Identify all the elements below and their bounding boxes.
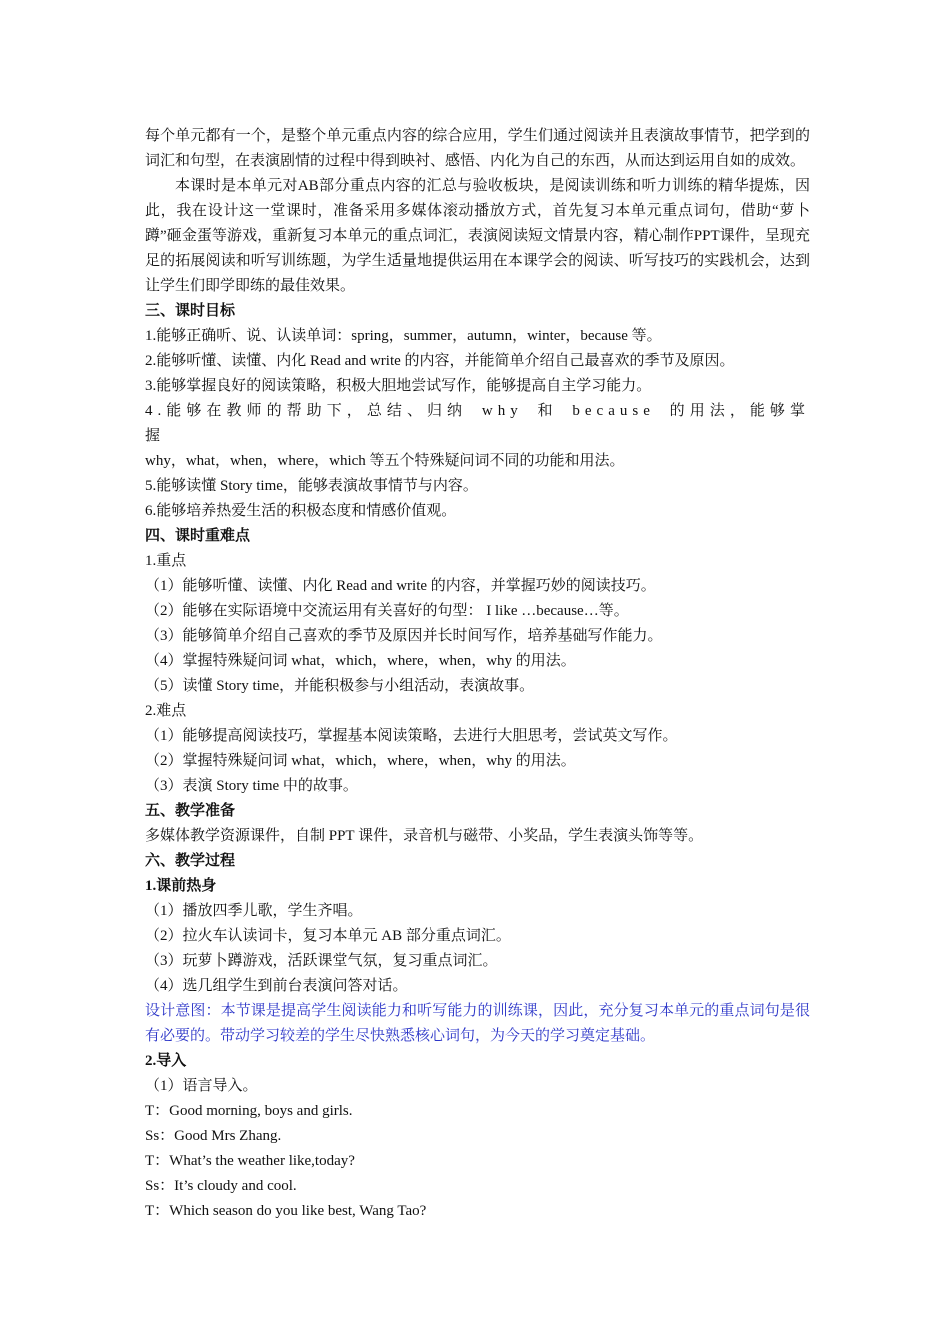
objective-item: 3.能够掌握良好的阅读策略，积极大胆地尝试写作，能够提高自主学习能力。 [145, 378, 652, 394]
key-point-item: （3）能够简单介绍自己喜欢的季节及原因并长时间写作，培养基础写作能力。 [145, 628, 663, 644]
document-page [145, 124, 810, 1224]
objective-item: 5.能够读懂 Story time，能够表演故事情节与内容。 [145, 478, 478, 494]
warmup-item: （3）玩萝卜蹲游戏，活跃课堂气氛，复习重点词汇。 [145, 953, 498, 969]
preparation-text: 多媒体教学资源课件，自制 PPT 课件，录音机与磁带、小奖品，学生表演头饰等等。 [145, 828, 704, 844]
objective-item: 6.能够培养热爱生活的积极态度和情感价值观。 [145, 503, 457, 519]
difficult-point-item: （1）能够提高阅读技巧，掌握基本阅读策略，去进行大胆思考，尝试英文写作。 [145, 728, 678, 744]
warmup-item: （4）选几组学生到前台表演问答对话。 [145, 978, 408, 994]
lead-in-sub: （1）语言导入。 [145, 1078, 258, 1094]
section6-title: 六、教学过程 [145, 853, 236, 869]
difficult-point-item: （2）掌握特殊疑问词 what，which，where，when，why 的用法。 [145, 753, 576, 769]
section3-title: 三、课时目标 [145, 303, 236, 319]
dialogue-line: T：Which season do you like best, Wang Tao? [145, 1203, 427, 1219]
key-point-item: （2）能够在实际语境中交流运用有关喜好的句型： I like …because…等。 [145, 603, 629, 619]
key-point-item: （1）能够听懂、读懂、内化 Read and write 的内容，并掌握巧妙的阅读技巧。 [145, 578, 656, 594]
design-intent: 设计意图：本节课是提高学生阅读能力和听写能力的训练课，因此，充分复习本单元的重点词句是很有必要的。带动学习较差的学生尽快熟悉核心词句，为今天的学习奠定基础。 [145, 1003, 810, 1044]
design-paragraph: 本课时是本单元对AB部分重点内容的汇总与验收板块，是阅读训练和听力训练的精华提炼，因此，我在设计这一堂课时，准备采用多媒体滚动播放方式，首先复习本单元重点词句，借助“萝卜蹲”砸金蛋等游戏，重新复习本单元的重点词汇，表演阅读短文情景内容，精心制作PPT课件，呈现充足的拓展阅读和听写训练题，为学生适量地提供运用在本课学会的阅读、听写技巧的实践机会，达到让学生们即学即练的最佳效果。 [145, 178, 810, 294]
objective-item-4-line2: why，what，when，where，which 等五个特殊疑问词不同的功能和用法。 [145, 453, 625, 469]
key-point-item: （4）掌握特殊疑问词 what，which，where，when，why 的用法。 [145, 653, 576, 669]
objective-item: 1.能够正确听、说、认读单词：spring，summer，autumn，winter，because 等。 [145, 328, 662, 344]
difficult-point-item: （3）表演 Story time 中的故事。 [145, 778, 358, 794]
difficult-points-label: 2.难点 [145, 703, 187, 719]
intro-paragraph: 每个单元都有一个，是整个单元重点内容的综合应用，学生们通过阅读并且表演故事情节，把学到的词汇和句型，在表演剧情的过程中得到映衬、感悟、内化为自己的东西，从而达到运用自如的成效。 [145, 128, 810, 169]
warmup-item: （2）拉火车认读词卡，复习本单元 AB 部分重点词汇。 [145, 928, 511, 944]
section4-title: 四、课时重难点 [145, 528, 251, 544]
objective-item-4-line1: 4.能够在教师的帮助下，总结、归纳 why 和 because 的用法，能够掌握 [145, 403, 810, 444]
dialogue-line: Ss：Good Mrs Zhang. [145, 1128, 282, 1144]
dialogue-line: Ss：It’s cloudy and cool. [145, 1178, 297, 1194]
lead-in-title: 2.导入 [145, 1053, 187, 1069]
key-point-item: （5）读懂 Story time，并能积极参与小组活动，表演故事。 [145, 678, 535, 694]
warmup-title: 1.课前热身 [145, 878, 217, 894]
objective-item: 2.能够听懂、读懂、内化 Read and write 的内容，并能简单介绍自己最喜欢的季节及原因。 [145, 353, 735, 369]
dialogue-line: T：What’s the weather like,today? [145, 1153, 355, 1169]
key-points-label: 1.重点 [145, 553, 187, 569]
dialogue-line: T：Good morning, boys and girls. [145, 1103, 353, 1119]
warmup-item: （1）播放四季儿歌，学生齐唱。 [145, 903, 363, 919]
section5-title: 五、教学准备 [145, 803, 236, 819]
